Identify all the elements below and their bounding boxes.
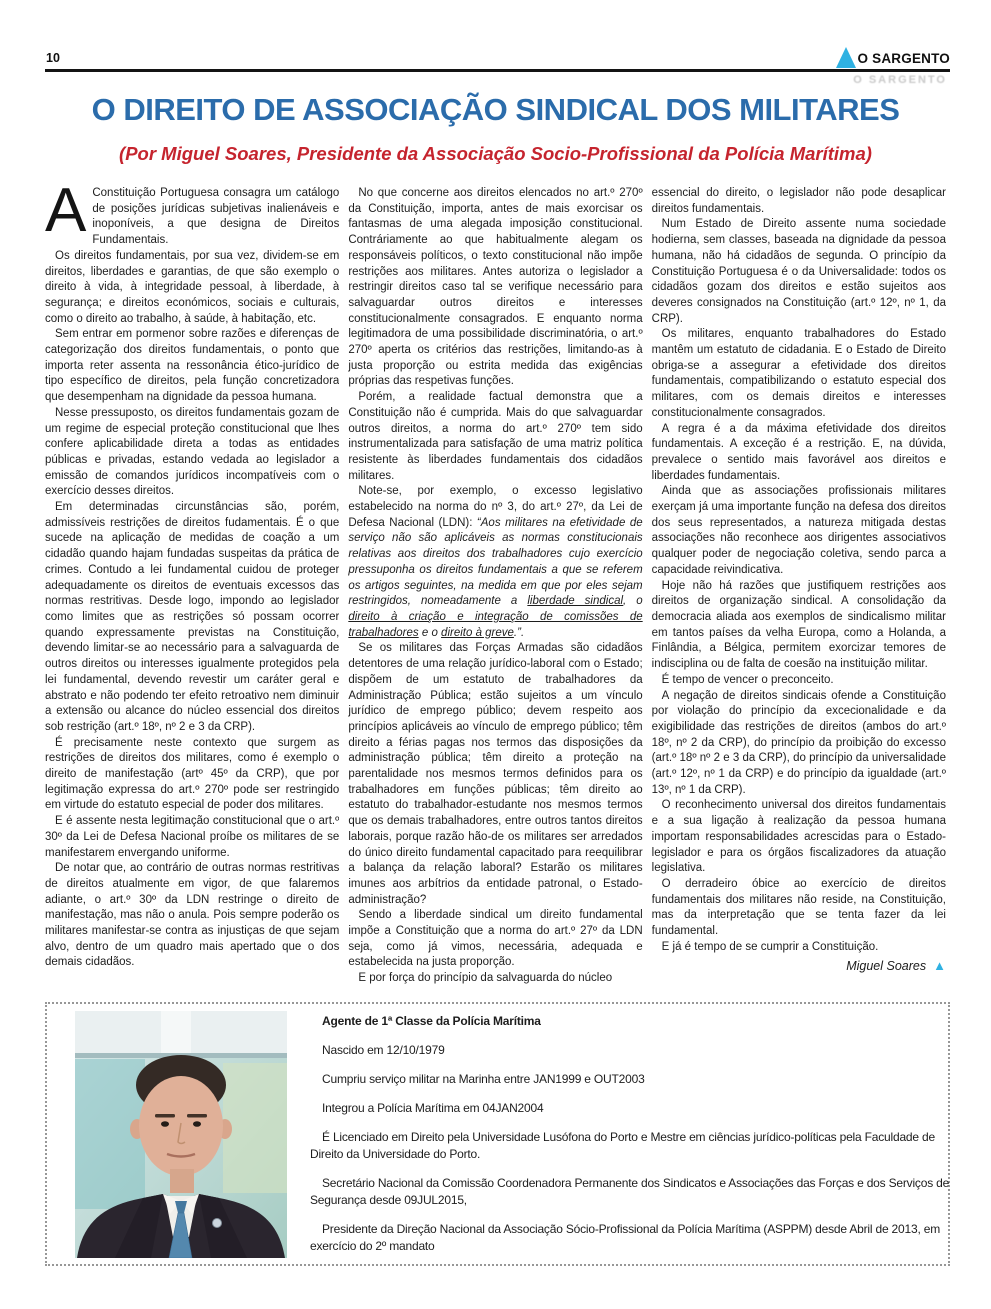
article-column-1 — [45, 186, 339, 1000]
article-paragraph: E já é tempo de se cumprir a Constituição. — [661, 940, 879, 953]
brand-ghost-text: O SARGENTO — [853, 74, 947, 86]
article-paragraph: O reconhecimento universal dos direitos fundamentais e a sua ligação à realização da pessoa humana importam responsabilidades acrescidas para o Estado-legislador e para os órgãos fiscalizadores da atuação legislativa. — [651, 799, 946, 875]
portrait-photo — [75, 1011, 287, 1258]
article-paragraph: Note-se, por exemplo, o excesso legislativo estabelecido na norma do nº 3, do art.º 27º, da Lei de Defesa Nacional (LDN): “Aos militares na efetividade de serviço não são aplicáveis as normas constitucionais relativas aos direitos dos trabalhadores cujo exercício pressuponha os direitos fundamentais a que se referem os artigos seguintes, na medida em que por eles sejam restringidos, nomeadamente a liberdade sindical, o direito à criação e integração de comissões de trabalhadores e o direito à greve.”. — [348, 485, 643, 639]
drop-cap: A — [45, 186, 87, 245]
author-signature — [652, 958, 946, 975]
author-name: Miguel Soares — [846, 959, 927, 974]
bio-line: Agente de 1ª Classe da Polícia Marítima — [322, 1014, 541, 1028]
article-paragraph: Nesse pressuposto, os direitos fundamentais gozam de um regime de especial proteção constitucional que lhes confere aplicabilidade direta a todas as entidades públicas e privadas, estando vedada ao legislador a emissão de comandos jurídicos incompatíveis com o exercício desses direitos. — [45, 406, 340, 498]
bio-text — [310, 1013, 955, 1267]
article-paragraph: É precisamente neste contexto que surgem as restrições de direitos dos militares, como é exemplo o direito de manifestação (artº 45º da CRP), que por legitimação expressa do art.º 270º pode ser restringido em virtude do estatuto especial de poder dos militares. — [45, 736, 340, 812]
article-column-2 — [348, 186, 642, 1000]
brand-name: O SARGENTO — [857, 51, 950, 66]
article-columns — [45, 186, 946, 1000]
article-paragraph: Ainda que as associações profissionais militares exerçam já uma importante função na defesa dos direitos dos seus representados, a natureza mitigada destas associações não reconhece aos dirigentes associativos qualquer poder de negociação coletiva, sendo parca a capacidade reivindicativa. — [651, 485, 946, 576]
bio-line: Cumpriu serviço militar na Marinha entre JAN1999 e OUT2003 — [322, 1072, 645, 1086]
article-paragraph: E é assente nesta legitimação constitucional que o art.º 30º da Lei de Defesa Nacional proíbe os militares de se manifestarem envergando uniforme. — [45, 815, 340, 859]
article-paragraph: Se os militares das Forças Armadas são cidadãos detentores de uma relação jurídico-laboral com o Estado; dispõem de um estatuto de trabalhadores da Administração Pública; estão sujeitos a um vínculo jurídico de emprego público; devem respeito aos princípios aplicáveis ao vínculo de emprego público; têm direito a férias pagas nos termos das disposições da administração pública; têm direito a proteção na parentalidade nos mesmos termos definidos para os trabalhadores em funções públicas; têm direito ao estatuto do trabalhador-estudante nos mesmos termos que os demais trabalhadores, entre outros tantos direitos laborais, porque razão hão-de os militares ser arredados do único direito fundamental capacitado para reequilibrar a balança da relação laboral? Estarão os militares imunes aos arbítrios da entidade patronal, o Estado-administração? — [348, 642, 643, 906]
bio-line: Integrou a Polícia Marítima em 04JAN2004 — [322, 1101, 544, 1115]
article-paragraph: Num Estado de Direito assente numa sociedade hodierna, sem classes, baseada na dignidade da pessoa humana, não há cidadãos de segunda. O princípio da Constituição Portuguesa é o da Universalidade: todos os cidadãos gozam dos direitos e estão sujeitos aos deveres consignados na Constituição (art.º 12º, nº 1, da CRP). — [651, 218, 946, 325]
article-paragraph: E por força do princípio da salvaguarda do núcleo — [358, 972, 613, 985]
article-paragraph: Hoje não há razões que justifiquem restrições aos direitos de organização sindical. A consolidação da democracia aliada aos exemplos de sindicalismo militar em tantos países da velha Europa, como a Holanda, a Finlândia, a Bélgica, permitem exorcizar temores de indisciplina ou de falta de coesão na instituição militar. — [651, 579, 946, 671]
article-byline: (Por Miguel Soares, Presidente da Associação Socio-Profissional da Polícia Marítima) — [119, 143, 872, 164]
bio-line: Nascido em 12/10/1979 — [322, 1043, 445, 1057]
brand-logo — [836, 47, 950, 68]
article-paragraph: Em determinadas circunstâncias são, porém, admissíveis restrições de direitos fudamentais. É o que sucede na aplicação de medidas de coação a um cidadão quando hajam fundadas suspeitas da prática de crimes. Contudo a lei fundamental cuidou de proteger adequadamente os direitos de eventuais excessos das normas restritivas. Desde logo, impondo ao legislador como limites que as restrições só possam ocorrer quando expressamente previstas na Constituição, devendo limitar-se ao necessário para a salvaguarda de outros direitos ou interesses igualmente protegidos pela lei fundamental, devendo revestir um caráter geral e abstrato e não podendo ter efeito retroativo nem diminuir a extensão ou alcance do núcleo essencial dos direitos sob restrição (art.º 18º, nº 2 e 3 da CRP). — [45, 501, 340, 733]
bio-line: Presidente da Direção Nacional da Associação Sócio-Profissional da Polícia Marítima (ASPPM) desde Abril de 2013, em exercício do 2º mandato — [310, 1222, 940, 1253]
signature-triangle-icon: ▲ — [933, 958, 946, 974]
bio-line: Secretário Nacional da Comissão Coordenadora Permanente dos Sindicatos e Associações das Forças e dos Serviços de Segurança desde 09JUL2015, — [310, 1176, 950, 1207]
article-column-3 — [652, 186, 946, 1000]
page-number: 10 — [46, 51, 60, 65]
article-paragraph: Sendo a liberdade sindical um direito fundamental impõe a Constituição que a norma do art.º 27º da LDN seja, como já vimos, necessária, adequada e estabelecida na justa proporção. — [348, 909, 643, 969]
article-paragraph: Os direitos fundamentais, por sua vez, dividem-se em direitos, liberdades e garantias, de que são exemplo o direito à vida, à integridade pessoal, à liberdade, à segurança; e direitos económicos, sociais e culturais, como o direito ao trabalho, à saúde, à habitação, etc. — [45, 249, 340, 325]
article-title: O DIREITO DE ASSOCIAÇÃO SINDICAL DOS MILITARES — [91, 92, 900, 127]
brand-triangle-icon — [836, 47, 856, 68]
article-paragraph: Os militares, enquanto trabalhadores do Estado mantêm um estatuto de cidadania. E o Estado de Direito obriga-se a assegurar a efetividade dos direitos fundamentais, compatibilizando o estatuto especial dos militares, com os demais direitos e interesses constitucionalmente consagrados. — [651, 328, 946, 419]
header-rule — [45, 69, 950, 72]
article-paragraph: Sem entrar em pormenor sobre razões e diferenças de categorização dos direitos fundamentais, o ponto que importa reter assenta na ressonância ético-jurídico de tipo específico de direitos, pela função concretizadora que desempenham na dignidade da pessoa humana. — [45, 328, 340, 404]
portrait-photo-illustration — [75, 1011, 287, 1258]
article-paragraph: A Constituição Portuguesa consagra um catálogo de posições jurídicas subjetivas inalienáveis e inoponíveis, a que designa de Direitos Fundamentais. — [45, 186, 340, 247]
lapel-pin — [213, 1219, 222, 1228]
article-paragraph: De notar que, ao contrário de outras normas restritivas de direitos atualmente em vigor, de que falaremos adiante, o art.º 30º da LDN restringe o direito de manifestação, mas não o anula. Pois sempre poderão os militares manifestar-se contra as injustiças de que sejam alvo, dentro de um quadro mais apertado que o dos demais cidadãos. — [45, 862, 340, 969]
article-paragraph: É tempo de vencer o preconceito. — [661, 673, 834, 686]
article-paragraph: Porém, a realidade factual demonstra que a Constituição não é cumprida. Mais do que salvaguardar outros direitos, a norma do art.º 270º tem sido instrumentalizada para satisfação de uma matriz política resistente às liberdades fundamentais dos cidadãos militares. — [348, 391, 643, 482]
article-paragraph: O derradeiro óbice ao exercício de direitos fundamentais dos militares não reside, na Constituição, mas da interpretação que se tenta fazer da lei fundamental. — [651, 877, 946, 938]
article-paragraph: A regra é a da máxima efetividade dos direitos fundamentais. A exceção é a restrição. E, na dúvida, prevalece o sentido mais favorável aos direitos e liberdades fundamentais. — [651, 422, 946, 482]
article-paragraph: essencial do direito, o legislador não pode desaplicar direitos fundamentais. — [651, 187, 946, 215]
article-paragraph: No que concerne aos direitos elencados no art.º 270º da Constituição, importa, antes de mais exorcisar os fantasmas de uma alegada imposição constitucional. Contráriamente ao que habitualmente alegam os responsáveis políticos, o texto constitucional não impõe restrições aos militares. Antes autoriza o legislador a restringir direitos caso tal se verifique necessário para salvaguardar outros direitos e interesses constitucionalmente consagrados. E enquanto norma legitimadora de uma possibilidade discriminatória, o art.º 270º aperta os critérios das restrições, limitando-as à justa proporção ou estrita medida das exigências próprias das respetivas funções. — [348, 187, 643, 388]
bio-line: É Licenciado em Direito pela Universidade Lusófona do Porto e Mestre em ciências jurídico-políticas pela Faculdade de Direito da Universidade do Porto. — [310, 1130, 935, 1161]
article-paragraph: A negação de direitos sindicais ofende a Constituição por violação do princípio da excecionalidade e da exigibilidade das restrições de direitos (ambos do art.º 18º, nº 2 da CRP), do princípio da proibição do excesso (art.º 18º nº 2 e 3 da CRP), do princípio da universalidade (art.º 12º, nº 1 da CRP) e do princípio da igualdade (art.º 13º, nº 1 da CRP). — [651, 689, 946, 796]
bio-box — [45, 1002, 950, 1266]
